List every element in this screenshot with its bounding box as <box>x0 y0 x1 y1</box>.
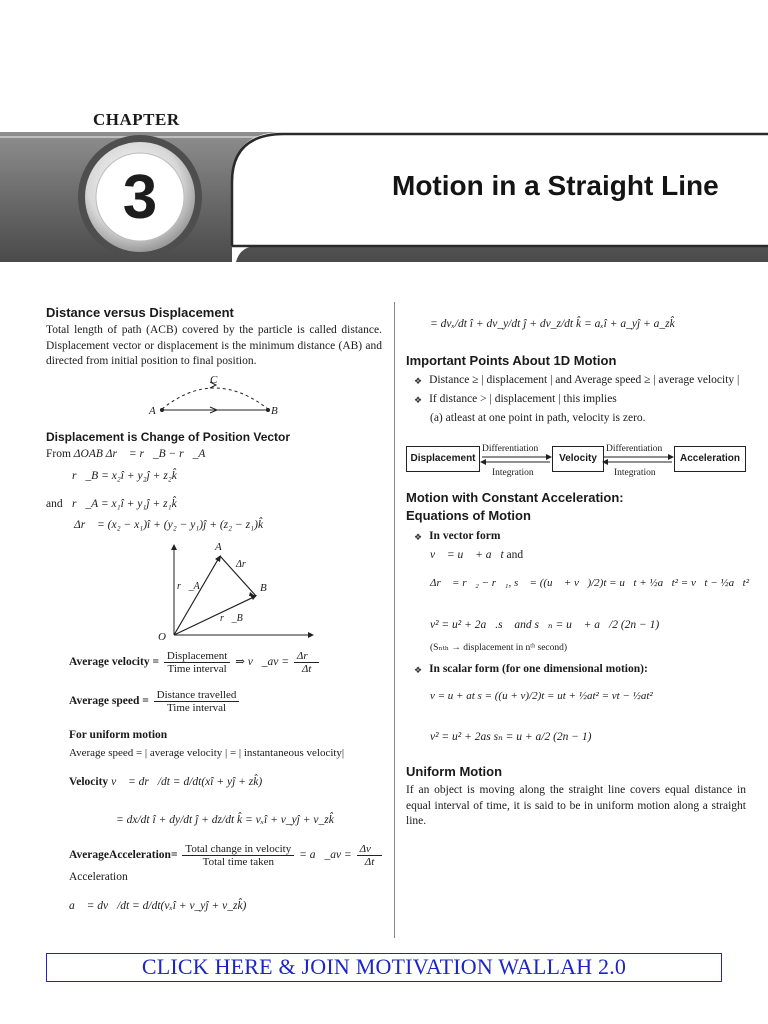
column-divider <box>394 302 395 938</box>
dt-den-2: Δt <box>364 856 375 869</box>
avg-acc-label: AverageAcceleration= <box>69 849 178 862</box>
eq-average-acceleration <box>69 843 384 868</box>
eq-acceleration-components: = dvₓ/dt î + dv_y/dt ĵ + dv_z/dt k̂ = aₓî + a_yĵ + a_zk̂ <box>430 318 675 330</box>
section-title-constant-acceleration-1: Motion with Constant Acceleration: <box>406 490 624 505</box>
eq-from-oab <box>46 447 205 461</box>
chapter-number: 3 <box>122 163 158 232</box>
from-label: From <box>46 448 71 460</box>
velocity-label: Velocity <box>69 776 109 788</box>
eq-v1-expr: v⃗ = u⃗ + a⃗t <box>430 549 504 561</box>
scalar-form-label: In scalar form (for one dimensional motion): <box>429 663 648 675</box>
avg-velocity-fraction <box>164 650 230 675</box>
diamond-bullet-icon: ❖ <box>414 376 423 386</box>
eq-ra: r⃗_A = x₁î + y₁ĵ + z₁k̂ <box>72 498 177 510</box>
fig2-delta-r-label: Δr⃗ <box>236 559 254 570</box>
dv-dt-fraction <box>357 843 383 868</box>
point-c-label: C <box>210 374 218 386</box>
flow-box-displacement: Displacement <box>406 446 480 472</box>
flow-label-differentiation-2: Differentiation <box>606 444 663 454</box>
section-title-uniform-motion: Uniform Motion <box>406 764 503 779</box>
flow-label-integration-1: Integration <box>492 468 534 478</box>
avg-velocity-den: Time interval <box>167 663 227 676</box>
chapter-header <box>0 0 768 270</box>
fig2-ra-label: r⃗_A <box>177 581 200 592</box>
eq-delta-r: ΔOAB Δr⃗ = r⃗_B − r⃗_A <box>73 448 206 460</box>
eq-average-speed <box>69 689 241 714</box>
avg-acc-num: Total change in velocity <box>182 843 294 856</box>
section-title-position-vector: Displacement is Change of Position Vector <box>46 430 291 444</box>
list-item <box>414 373 746 389</box>
point-a-label: A <box>149 405 156 417</box>
eq-velocity-expr: v⃗ = dr⃗/dt = d/dt(xî + yĵ + zk̂) <box>111 776 263 788</box>
eq-scalar-1: v = u + at s = ((u + v)/2)t = ut + ½at² = vt − ½at² <box>430 690 653 702</box>
dv-num: Δv⃗ <box>357 843 383 856</box>
point-b-label: B <box>271 405 278 417</box>
list-item <box>414 392 746 408</box>
point-sub-text: (a) atleast at one point in path, velocity is zero. <box>430 412 646 424</box>
avg-velocity-label: Average velocity = <box>69 656 159 669</box>
dr-num: Δr⃗ <box>294 650 319 663</box>
nth-second-note: (Sₙₜₕ → displacement in nᵗʰ second) <box>430 643 568 653</box>
diamond-bullet-icon: ❖ <box>414 395 423 405</box>
acceleration-label: Acceleration <box>69 871 128 883</box>
flow-label-integration-2: Integration <box>614 468 656 478</box>
fig2-point-b-label: B <box>260 582 267 594</box>
fig2-point-a-label: A <box>215 541 222 553</box>
eq-v-u-at <box>430 548 523 562</box>
eq-delta-r-expanded: Δr⃗ = (x₂ − x₁)î + (y₂ − y₁)ĵ + (z₂ − z₁)k̂ <box>74 519 264 531</box>
dt-den: Δt <box>301 663 312 676</box>
fig2-origin-label: O <box>158 631 166 643</box>
avg-speed-num: Distance travelled <box>154 689 240 702</box>
eq-displacement-vector: Δr⃗ = r⃗₂ − r⃗₁, s⃗ = ((u⃗ + v⃗)/2)t = u⃗t + ½a⃗t² = v⃗t − ½a⃗t² <box>430 577 750 589</box>
section-title-distance: Distance versus Displacement <box>46 305 234 320</box>
avg-acc-den: Total time taken <box>202 856 274 869</box>
eq-scalar-2: v² = u² + 2as sₙ = u + a/2 (2n − 1) <box>430 731 592 743</box>
section-title-constant-acceleration-2: Equations of Motion <box>406 508 531 523</box>
eq-rb: r⃗_B = x₂î + y₂ĵ + z₂k̂ <box>72 470 177 482</box>
distance-paragraph: Total length of path (ACB) covered by the particle is called distance. Displacement vector or displacement is the minimum distance (AB) and directed from initial position to final position. <box>46 324 382 368</box>
dr-dt-fraction <box>294 650 319 675</box>
eq-acceleration: a⃗ = dv⃗/dt = d/dt(vₓî + v_yĵ + v_zk̂) <box>69 900 247 912</box>
uniform-motion-title: For uniform motion <box>69 729 168 741</box>
flow-box-velocity: Velocity <box>552 446 604 472</box>
join-banner-link[interactable]: CLICK HERE & JOIN MOTIVATION WALLAH 2.0 <box>46 953 722 982</box>
avg-velocity-rhs: ⇒ v⃗_av = <box>235 656 290 669</box>
avg-speed-fraction <box>154 689 240 714</box>
uniform-motion-text: Average speed = | average velocity | = | instantaneous velocity| <box>69 747 345 759</box>
chapter-label: CHAPTER <box>93 110 180 129</box>
page-title: Motion in a Straight Line <box>392 170 719 201</box>
eq-velocity <box>69 775 262 789</box>
diamond-bullet-icon: ❖ <box>414 665 423 675</box>
eq-velocity-components: = dx/dt î + dy/dt ĵ + dz/dt k̂ = vₓî + v_yĵ + v_zk̂ <box>116 814 334 826</box>
eq-average-velocity <box>69 650 321 675</box>
avg-acc-rhs: = a⃗_av = <box>299 849 352 862</box>
eq-v1-and: and <box>506 549 524 561</box>
eq-v-squared-vector: v² = u² + 2a⃗.s⃗ and s⃗ₙ = u⃗ + a⃗/2 (2n − 1) <box>430 619 660 631</box>
vector-form-label: In vector form <box>429 530 501 542</box>
avg-speed-den: Time interval <box>166 702 227 715</box>
flow-label-differentiation-1: Differentiation <box>482 444 539 454</box>
point-1-text: Distance ≥ | displacement | and Average speed ≥ | average velocity | <box>429 374 740 386</box>
vector-form-item <box>414 529 500 545</box>
flow-box-acceleration: Acceleration <box>674 446 746 472</box>
scalar-form-item <box>414 662 648 678</box>
uniform-motion-paragraph: If an object is moving along the straight line covers equal distance in equal interval of time, it is said to be in uniform motion along a straight line. <box>406 784 746 828</box>
avg-velocity-num: Displacement <box>164 650 230 663</box>
avg-speed-label: Average speed = <box>69 695 149 708</box>
and-label: and <box>46 498 63 510</box>
section-title-1d-motion: Important Points About 1D Motion <box>406 353 617 368</box>
points-list <box>414 373 746 425</box>
point-2-text: If distance > | displacement | this implies <box>429 393 617 405</box>
avg-acc-fraction <box>182 843 294 868</box>
diamond-bullet-icon: ❖ <box>414 532 423 542</box>
fig2-rb-label: r⃗_B <box>220 613 243 624</box>
